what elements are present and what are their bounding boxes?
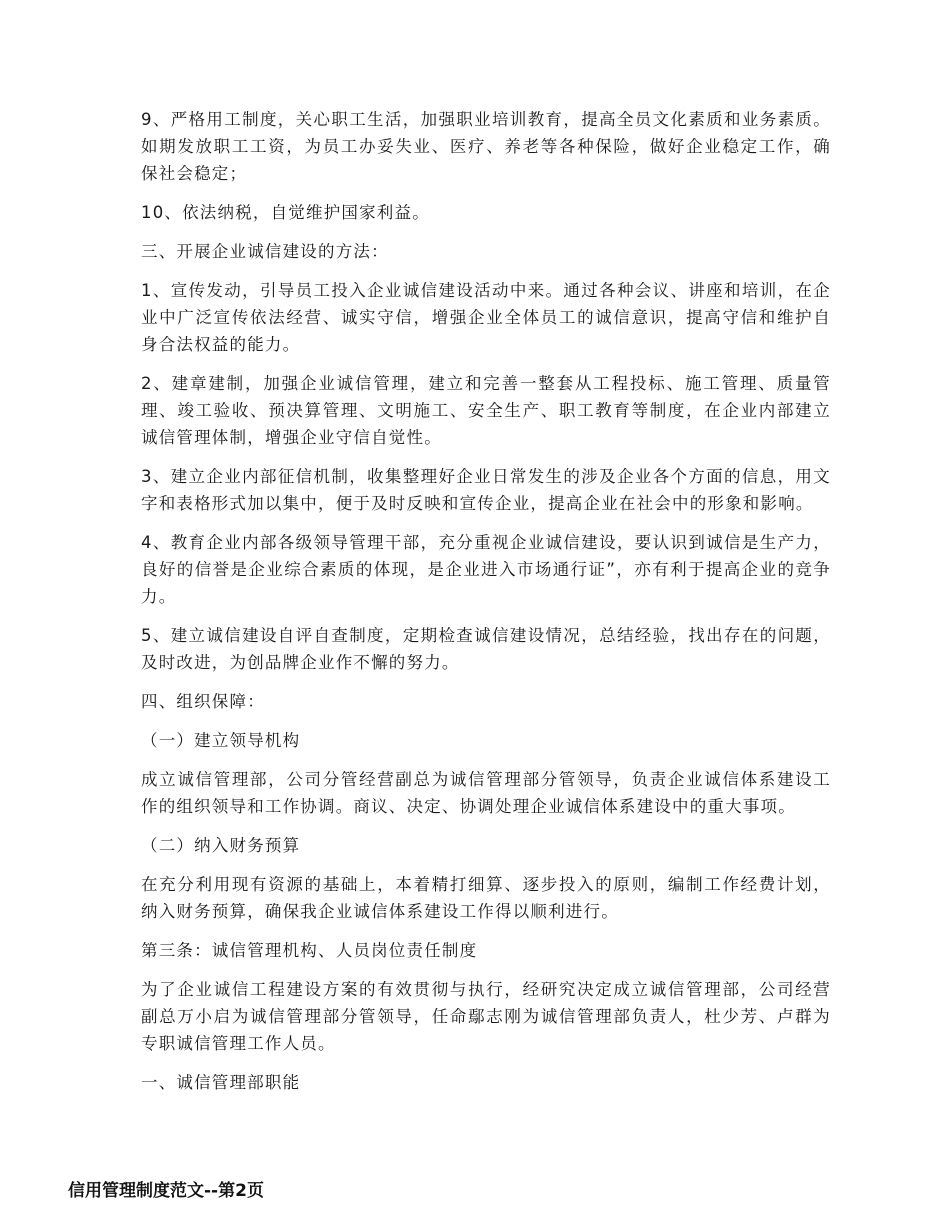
paragraph: 2、建章建制，加强企业诚信管理，建立和完善一整套从工程投标、施工管理、质量管理、竣工验收、预决算管理、文明施工、安全生产、职工教育等制度，在企业内部建立诚信管理体制，增强企业守信自觉性。 [141,374,831,447]
section-heading: 四、组织保障： [141,692,265,711]
document-body [141,106,831,1108]
section-heading: 一、诚信管理部职能 [141,1073,301,1092]
paragraph: 1、宣传发动，引导员工投入企业诚信建设活动中来。通过各种会议、讲座和培训，在企业中广泛宣传依法经营、诚实守信，增强企业全体员工的诚信意识，提高守信和维护自身合法权益的能力。 [141,281,831,354]
paragraph: 4、教育企业内部各级领导管理干部，充分重视企业诚信建设，要认识到诚信是生产力，良好的信誉是企业综合素质的体现，是企业进入市场通行证”，亦有利于提高企业的竞争力。 [141,533,831,606]
section-heading: 三、开展企业诚信建设的方法： [141,242,389,261]
paragraph: 10、依法纳税，自觉维护国家利益。 [141,203,430,222]
paragraph: 成立诚信管理部，公司分管经营副总为诚信管理部分管领导，负责企业诚信体系建设工作的组织领导和工作协调。商议、决定、协调处理企业诚信体系建设中的重大事项。 [141,770,831,816]
paragraph: 在充分利用现有资源的基础上，本着精打细算、逐步投入的原则，编制工作经费计划，纳入财务预算，确保我企业诚信体系建设工作得以顺利进行。 [141,875,831,921]
article-heading: 第三条：诚信管理机构、人员岗位责任制度 [141,941,478,960]
subsection-heading: （二）纳入财务预算 [141,836,301,855]
subsection-heading: （一）建立领导机构 [141,731,301,750]
paragraph: 为了企业诚信工程建设方案的有效贯彻与执行，经研究决定成立诚信管理部，公司经营副总万小启为诚信管理部分管领导，任命鄢志刚为诚信管理部负责人，杜少芳、卢群为专职诚信管理工作人员。 [141,980,831,1053]
paragraph: 3、建立企业内部征信机制，收集整理好企业日常发生的涉及企业各个方面的信息，用文字和表格形式加以集中，便于及时反映和宣传企业，提高企业在社会中的形象和影响。 [141,467,831,513]
paragraph: 5、建立诚信建设自评自查制度，定期检查诚信建设情况，总结经验，找出存在的问题，及时改进，为创品牌企业作不懈的努力。 [141,626,831,672]
page-footer: 信用管理制度范文--第2页 [68,1181,264,1201]
paragraph: 9、严格用工制度，关心职工生活，加强职业培训教育，提高全员文化素质和业务素质。如期发放职工工资，为员工办妥失业、医疗、养老等各种保险，做好企业稳定工作，确保社会稳定； [141,110,831,183]
